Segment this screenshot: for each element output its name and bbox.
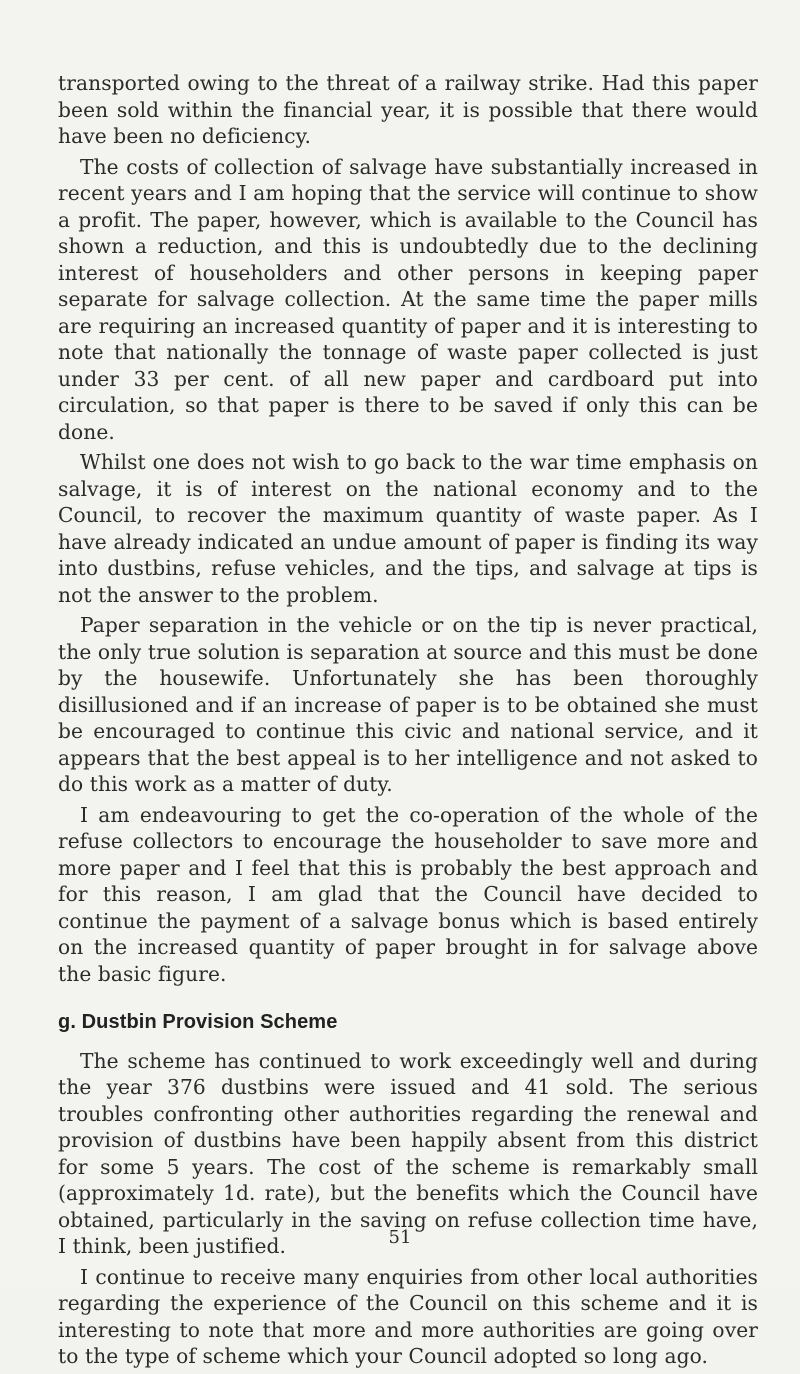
section-heading: g. Dustbin Provision Scheme: [58, 1011, 338, 1033]
paragraph-dustbin-scheme: The scheme has continued to work exceedingly well and during the year 376 dustbins were issued and 41 sold. The serious troubles confronting other authorities regarding the renewal and provision of dustbins have been happily absent from this district for some 5 years. The cost of the scheme is remarkably small (approximately 1d. rate), but the benefits which the Council have obtained, particularly in the saving on refuse collection time have, I think, been justified.: [58, 1048, 758, 1258]
body-text: [58, 70, 758, 1374]
paragraph-continuation: transported owing to the threat of a railway strike. Had this paper been sold within the financial year, it is possible that there would have been no deficiency.: [58, 71, 758, 148]
paragraph-refuse-collectors: I am endeavouring to get the co-operation of the whole of the refuse collectors to encourage the householder to save more and more paper and I feel that this is probably the best approach and for this reason, I am glad that the Council have decided to continue the payment of a salvage bonus which is based entirely on the increased quantity of paper brought in for salvage above the basic figure.: [58, 802, 758, 986]
page-number: 51: [388, 1227, 412, 1248]
paragraph-enquiries: I continue to receive many enquiries from other local authorities regarding the experience of the Council on this scheme and it is interesting to note that more and more authorities are going over to the type of scheme which your Council adopted so long ago.: [58, 1264, 758, 1368]
paragraph-waste-paper: Whilst one does not wish to go back to the war time emphasis on salvage, it is of interest on the national economy and to the Council, to recover the maximum quantity of waste paper. As I have already indicated an undue amount of paper is finding its way into dustbins, refuse vehicles, and the tips, and salvage at tips is not the answer to the problem.: [58, 450, 758, 607]
paragraph-salvage-costs: The costs of collection of salvage have substantially increased in recent years and I am hoping that the service will continue to show a profit. The paper, however, which is available to the Council has shown a reduction, and this is undoubtedly due to the declining interest of householders and other persons in keeping paper separate for salvage collection. At the same time the paper mills are requiring an increased quantity of paper and it is interesting to note that nationally the tonnage of waste paper collected is just under 33 per cent. of all new paper and cardboard put into circulation, so that paper is there to be saved if only this can be done.: [58, 154, 758, 444]
paragraph-paper-separation: Paper separation in the vehicle or on the tip is never practical, the only true solution is separation at source and this must be done by the housewife. Unfortunately she has been thoroughly disillusioned and if an increase of paper is to be obtained she must be encouraged to continue this civic and national service, and it appears that the best appeal is to her intelligence and not asked to do this work as a matter of duty.: [58, 613, 758, 796]
